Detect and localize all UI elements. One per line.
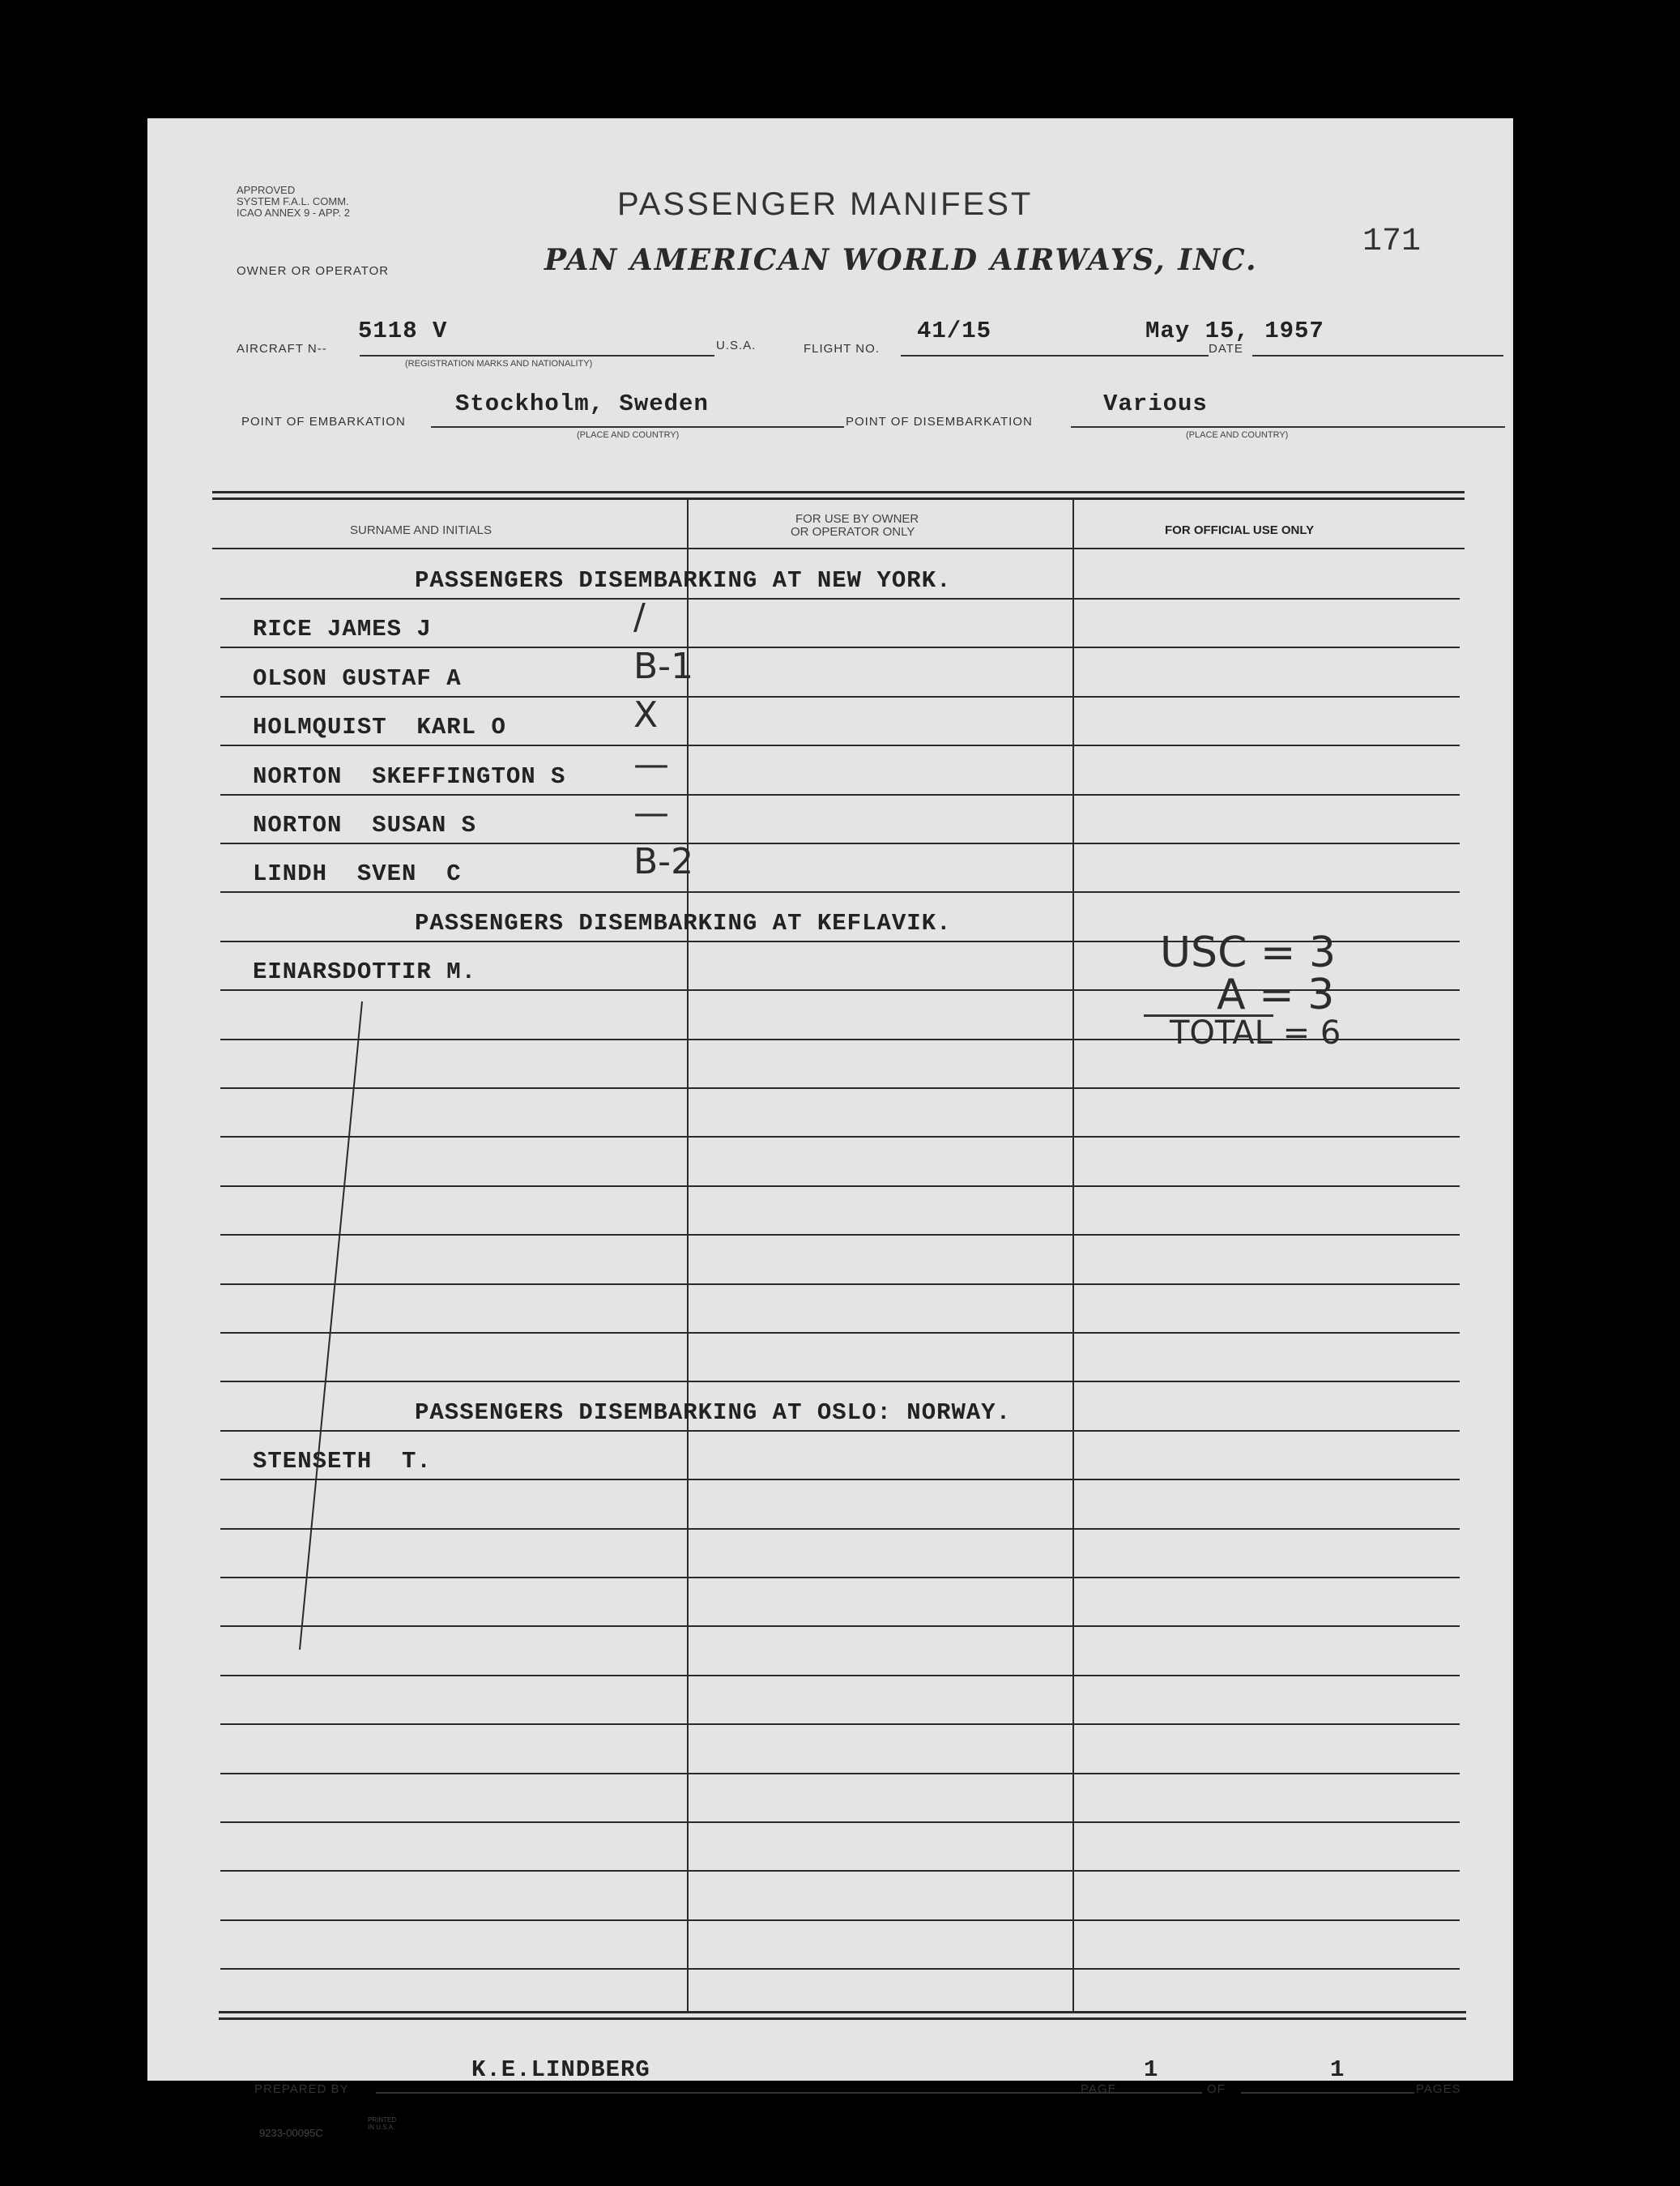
table-row	[212, 1631, 1465, 1680]
approval-line: ICAO ANNEX 9 - APP. 2	[237, 207, 350, 219]
table-row	[212, 1240, 1465, 1288]
passenger-name: RICE JAMES J	[253, 616, 432, 643]
embark-value: Stockholm, Sweden	[455, 391, 709, 417]
disembark-label: POINT OF DISEMBARKATION	[846, 415, 1033, 429]
table-row	[212, 596, 1465, 651]
prepared-label: PREPARED BY	[254, 2082, 349, 2096]
table-row	[212, 1680, 1465, 1728]
section-heading: PASSENGERS DISEMBARKING AT OSLO: NORWAY.	[415, 1399, 1012, 1426]
col-official-header: FOR OFFICIAL USE ONLY	[1165, 523, 1315, 537]
col-owner-header: FOR USE BY OWNER	[795, 512, 919, 526]
embark-label: POINT OF EMBARKATION	[241, 415, 406, 429]
passenger-name: OLSON GUSTAF A	[253, 665, 462, 692]
aircraft-value: 5118 V	[358, 318, 448, 344]
table-row	[212, 1190, 1465, 1239]
page-title: PASSENGER MANIFEST	[617, 186, 1034, 222]
operator-mark: —	[633, 744, 669, 785]
passenger-name: HOLMQUIST KARL O	[253, 714, 506, 741]
date-label: DATE	[1209, 342, 1243, 356]
of-value: 1	[1330, 2056, 1345, 2083]
table-row	[212, 1142, 1465, 1190]
table-row	[212, 1288, 1465, 1337]
table-row	[212, 744, 1465, 799]
manifest-sheet	[147, 118, 1513, 2139]
table-row	[212, 792, 1465, 848]
section-heading: PASSENGERS DISEMBARKING AT KEFLAVIK.	[415, 910, 952, 937]
page-value: 1	[1144, 2056, 1159, 2083]
page-label: PAGE	[1081, 2082, 1117, 2096]
section-heading: PASSENGERS DISEMBARKING AT NEW YORK.	[415, 567, 952, 594]
table-row	[212, 694, 1465, 749]
disembark-sublabel: (PLACE AND COUNTRY)	[1186, 430, 1289, 440]
approval-line: APPROVED	[237, 184, 296, 196]
official-note-usc: USC = 3	[1160, 929, 1337, 977]
flight-value: 41/15	[917, 318, 992, 344]
col-owner-header: OR OPERATOR ONLY	[791, 525, 915, 539]
table-row	[212, 1484, 1465, 1533]
table-row	[212, 1876, 1465, 1924]
table-row	[212, 1826, 1465, 1875]
embark-sublabel: (PLACE AND COUNTRY)	[577, 430, 680, 440]
flight-label: FLIGHT NO.	[804, 342, 880, 356]
table-row	[212, 1337, 1465, 1385]
col-surname-header: SURNAME AND INITIALS	[350, 523, 492, 537]
page-number: 171	[1362, 224, 1422, 260]
operator-mark: B-1	[633, 646, 694, 687]
operator-mark: B-2	[633, 841, 694, 882]
owner-label: OWNER OR OPERATOR	[237, 264, 390, 278]
table-row	[212, 646, 1465, 701]
form-number: 9233-00095C	[259, 2127, 323, 2139]
table-row	[212, 1533, 1465, 1582]
section-heading-row	[212, 554, 1465, 603]
aircraft-sublabel: (REGISTRATION MARKS AND NATIONALITY)	[405, 359, 593, 369]
of-label: OF	[1207, 2082, 1226, 2096]
operator-mark: —	[633, 792, 669, 834]
passenger-name: LINDH SVEN C	[253, 860, 462, 887]
prepared-value: K.E.LINDBERG	[471, 2056, 650, 2083]
operator-mark: /	[633, 596, 646, 638]
passenger-name: EINARSDOTTIR M.	[253, 959, 477, 985]
table-row	[212, 1435, 1465, 1484]
table-row	[212, 1092, 1465, 1141]
printed-note: PRINTED IN U.S.A.	[368, 2116, 397, 2131]
passenger-name: NORTON SUSAN S	[253, 812, 477, 839]
aircraft-label: AIRCRAFT N--	[237, 342, 327, 356]
passenger-name: STENSETH T.	[253, 1448, 432, 1475]
table-row	[212, 1924, 1465, 1973]
approval-line: SYSTEM F.A.L. COMM.	[237, 195, 349, 207]
passenger-name: NORTON SKEFFINGTON S	[253, 763, 566, 790]
operator-mark: X	[633, 694, 659, 736]
table-top-rule	[212, 491, 1465, 493]
section-heading-row	[212, 1386, 1465, 1435]
airline-name: PAN AMERICAN WORLD AIRWAYS, INC.	[544, 243, 1258, 277]
table-row	[212, 1729, 1465, 1778]
table-row	[212, 1778, 1465, 1826]
pages-label: PAGES	[1416, 2082, 1461, 2096]
official-note-a: A = 3	[1217, 971, 1335, 1019]
official-note-total: TOTAL = 6	[1170, 1014, 1341, 1052]
disembark-value: Various	[1103, 391, 1208, 417]
table-row	[212, 1582, 1465, 1630]
country-label: U.S.A.	[716, 339, 757, 352]
date-value: May 15, 1957	[1145, 318, 1324, 344]
table-row	[212, 841, 1465, 896]
pencil-mark	[285, 993, 382, 1658]
